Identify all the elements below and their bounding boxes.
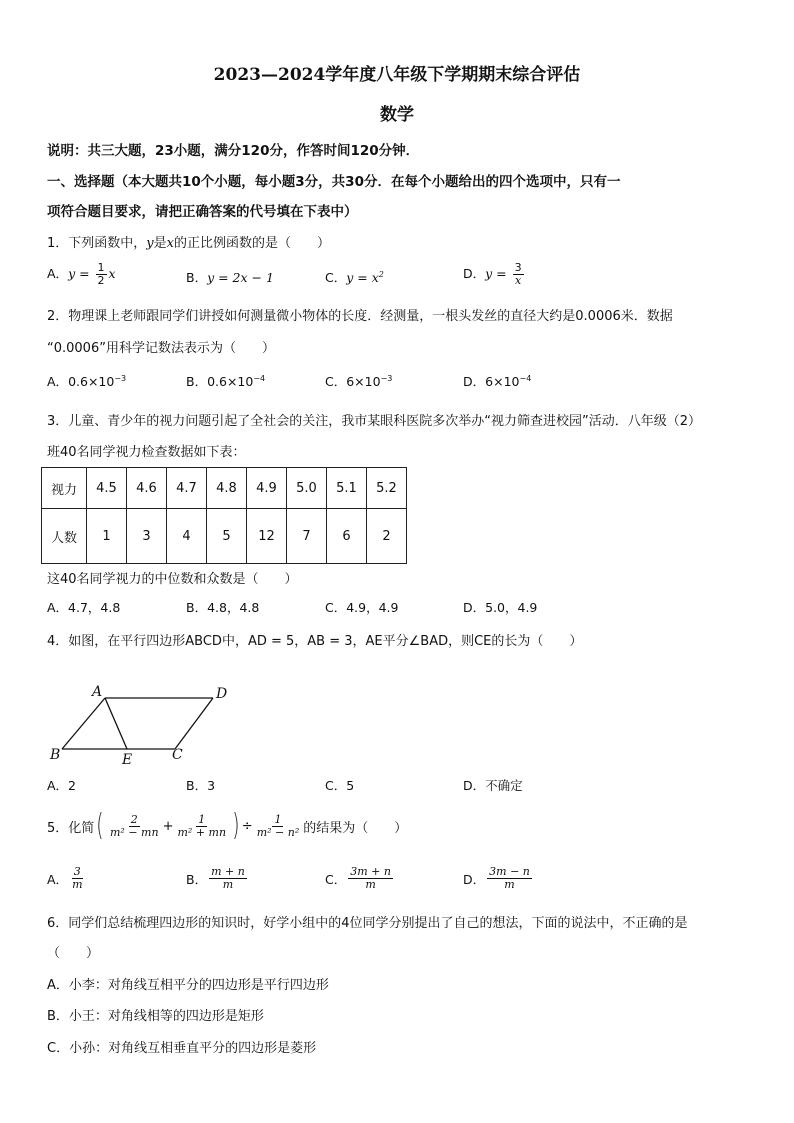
question-5-stem [47,808,408,843]
fraction-numerator: 2 [130,812,138,826]
vertex-label-d: D [216,686,228,702]
q3-option-d: D．5.0，4.9 [463,600,538,615]
option-label: B． [186,871,208,887]
right-paren-icon: ) [232,808,240,843]
q1-option-a [47,262,116,287]
q1-stem-a: 1．下列函数中， [47,236,147,251]
fraction-denominator: m [72,878,83,891]
option-label: C． [325,374,347,389]
fraction-denominator: m² + mn [177,825,227,839]
table-cell: 4.8 [207,468,247,509]
q1-option-c [325,268,384,286]
divide-sign: ÷ [241,818,253,834]
exam-title: 2023—2024学年度八年级下学期期末综合评估 [213,65,581,85]
section-heading-line2: 项符合题目要求，请把正确答案的代号填在下表中） [47,204,358,220]
q5-option-a [47,866,87,891]
q5-option-b [186,866,249,891]
table-cell: 4 [167,509,207,564]
fraction-numerator: 3m + n [350,865,391,878]
q1-option-b [186,268,274,286]
fraction [513,262,524,287]
vertex-label-e: E [122,752,133,768]
table-cell: 7 [287,509,327,564]
option-base: 0.6×10 [68,374,115,389]
fraction-numerator: 3 [73,865,81,878]
fraction-denominator: x [515,274,522,287]
subject-title: 数学 [380,105,414,125]
table-header-vision: 视力 [42,468,87,509]
option-label: A． [47,374,69,389]
section-heading-line1: 一、选择题（本大题共10个小题，每小题3分，共30分．在每个小题给出的四个选项中，只有一 [47,174,621,190]
fraction-denominator: m [504,878,515,891]
table-cell: 3 [127,509,167,564]
option-base: 6×10 [485,374,520,389]
q2-option-d [463,372,531,390]
q2-option-a [47,372,126,390]
q6-option-b: B．小王：对角线相等的四边形是矩形 [47,1009,264,1024]
parallelogram-figure [40,680,240,770]
segment-ae [105,698,127,749]
option-expr: y = 2x − 1 [207,270,274,285]
vertex-label-b: B [50,747,61,763]
table-cell: 5.2 [367,468,407,509]
q5-option-d [463,866,534,891]
option-expr: y = [68,266,94,281]
option-exponent: −4 [253,373,266,383]
q1-var-y: y [146,236,154,251]
vertex-label-c: C [172,747,183,763]
table-cell: 12 [247,509,287,564]
table-cell: 4.6 [127,468,167,509]
option-label: D． [463,871,486,887]
fraction-numerator: 3m − n [489,865,530,878]
fraction-numerator: 1 [274,812,282,826]
fraction-denominator: 2 [97,274,105,287]
option-base: 6×10 [346,374,381,389]
fraction [175,814,228,839]
option-exponent: −3 [114,373,127,383]
table-header-count: 人数 [42,509,87,564]
q2-option-c [325,372,392,390]
fraction-denominator: m [222,878,234,891]
table-cell: 5 [207,509,247,564]
fraction-numerator: 1 [97,261,105,274]
fraction-numerator: 1 [198,812,206,826]
option-expr: x [108,266,116,281]
table-cell: 4.5 [87,468,127,509]
plus-sign: + [162,818,174,834]
fraction [70,866,84,891]
question-3-line1: 3．儿童、青少年的视力问题引起了全社会的关注，我市某眼科医院多次举办“视力筛查进校园”活动．八年级（2） [47,414,702,429]
table-cell: 4.7 [167,468,207,509]
question-1-stem [47,232,330,251]
question-4-stem: 4．如图，在平行四边形ABCD中，AD = 5，AB = 3，AE平分∠BAD，则CE的长为（ ） [47,634,583,649]
option-exponent: −3 [380,373,393,383]
option-label: D． [463,266,486,281]
q1-stem-c: 的正比例函数的是（ ） [174,236,331,251]
question-3-line2: 班40名同学视力检查数据如下表： [47,445,246,460]
q6-option-a: A．小李：对角线互相平分的四边形是平行四边形 [47,978,329,993]
q2-option-b [186,372,265,390]
option-label: C． [325,270,347,285]
option-exponent: 2 [378,269,384,279]
q1-stem-b: 是 [153,236,167,251]
q4-option-d: D．不确定 [463,778,523,793]
fraction-numerator: m + n [211,865,245,878]
table-cell: 1 [87,509,127,564]
option-label: C． [325,871,347,887]
table-cell: 2 [367,509,407,564]
table-cell: 6 [327,509,367,564]
q1-var-x: x [166,236,174,251]
option-label: B． [186,374,208,389]
table-row-vision [42,468,407,509]
segment-dc [175,698,213,749]
fraction-numerator: 3 [514,261,522,274]
table-cell: 5.1 [327,468,367,509]
fraction [487,866,532,891]
question-3-line3: 这40名同学视力的中位数和众数是（ ） [47,572,298,587]
q3-option-b: B．4.8，4.8 [186,600,260,615]
table-row-count [42,509,407,564]
q5-option-c [325,866,395,891]
table-cell: 5.0 [287,468,327,509]
option-label: A． [47,871,69,887]
q4-option-b: B．3 [186,778,216,793]
question-2-line1: 2．物理课上老师跟同学们讲授如何测量微小物体的长度．经测量，一根头发丝的直径大约是0.0006米．数据 [47,309,673,324]
vertex-label-a: A [92,684,103,700]
question-2-line2: “0.0006”用科学记数法表示为（ ） [47,341,275,356]
q3-option-c: C．4.9，4.9 [325,600,399,615]
q1-option-d [463,262,526,287]
fraction-denominator: m [365,878,376,891]
q4-option-c: C．5 [325,778,355,793]
q4-option-a: A．2 [47,778,77,793]
option-expr: y = x [346,270,379,285]
option-exponent: −4 [519,373,532,383]
q5-suffix: 的结果为（ ） [303,820,408,836]
option-base: 0.6×10 [207,374,254,389]
option-expr: y = [485,266,511,281]
table-cell: 4.9 [247,468,287,509]
option-label: D． [463,374,486,389]
exam-note: 说明：共三大题，23小题，满分120分，作答时间120分钟． [47,143,420,159]
option-label: A． [47,266,69,281]
fraction [348,866,393,891]
segment-ba [62,698,105,749]
fraction [108,814,161,839]
q6-option-c: C．小孙：对角线互相垂直平分的四边形是菱形 [47,1041,317,1056]
fraction [255,814,302,839]
q3-option-a: A．4.7，4.8 [47,600,121,615]
question-6-line2: （ ） [47,946,100,961]
fraction-denominator: m² − mn [110,825,159,839]
fraction-denominator: m² − n² [256,825,300,839]
left-paren-icon: ( [96,808,104,843]
question-6-line1: 6．同学们总结梳理四边形的知识时，好学小组中的4位同学分别提出了自己的想法，下面的说法中，不正确的是 [47,916,688,931]
vision-data-table [41,467,407,564]
q5-prefix: 5．化简 [47,820,95,836]
fraction [209,866,247,891]
option-label: B． [186,270,208,285]
fraction [96,262,107,287]
